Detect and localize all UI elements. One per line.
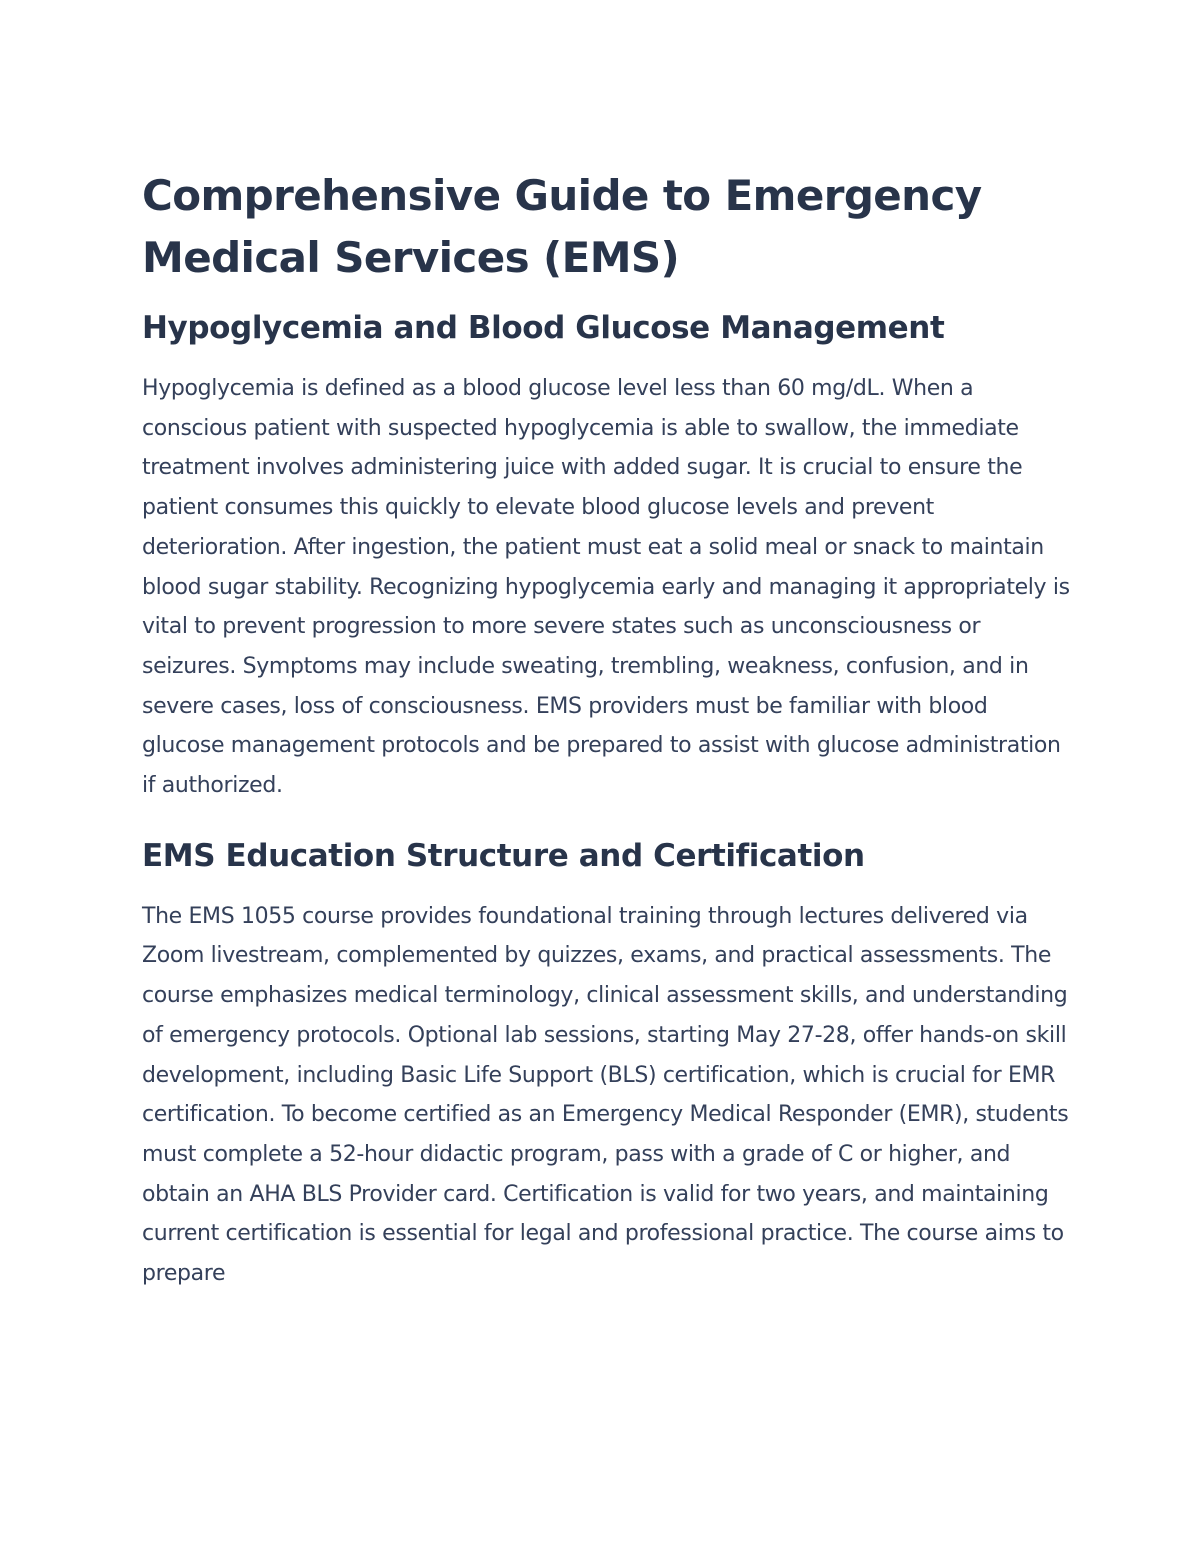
section-heading-ems-education: EMS Education Structure and Certification [142, 837, 865, 874]
section-heading-hypoglycemia: Hypoglycemia and Blood Glucose Management [142, 310, 945, 346]
document-page [142, 165, 1072, 1294]
section-body-hypoglycemia: Hypoglycemia is defined as a blood glucose level less than 60 mg/dL. When a conscious patient with suspected hypoglycemia is able to swallow, the immediate treatment involves administering juice with added sugar. It is crucial to ensure the patient consumes this quickly to elevate blood glucose levels and prevent deterioration. After ingestion, the patient must eat a solid meal or snack to maintain blood sugar stability. Recognizing hypoglycemia early and managing it appropriately is vital to prevent progression to more severe states such as unconsciousness or seizures. Symptoms may include sweating, trembling, weakness, confusion, and in severe cases, loss of consciousness. EMS providers must be familiar with blood glucose management protocols and be prepared to assist with glucose administration if authorized. [142, 376, 1070, 799]
document-title: Comprehensive Guide to Emergency Medical Services (EMS) [142, 171, 982, 282]
section-body-ems-education: The EMS 1055 course provides foundational training through lectures delivered via Zoom livestream, complemented by quizzes, exams, and practical assessments. The course emphasizes medical terminology, clinical assessment skills, and understanding of emergency protocols. Optional lab sessions, starting May 27-28, offer hands-on skill development, including Basic Life Support (BLS) certification, which is crucial for EMR certification. To become certified as an Emergency Medical Responder (EMR), students must complete a 52-hour didactic program, pass with a grade of C or higher, and obtain an AHA BLS Provider card. Certification is valid for two years, and maintaining current certification is essential for legal and professional practice. The course aims to prepare [142, 903, 1069, 1287]
